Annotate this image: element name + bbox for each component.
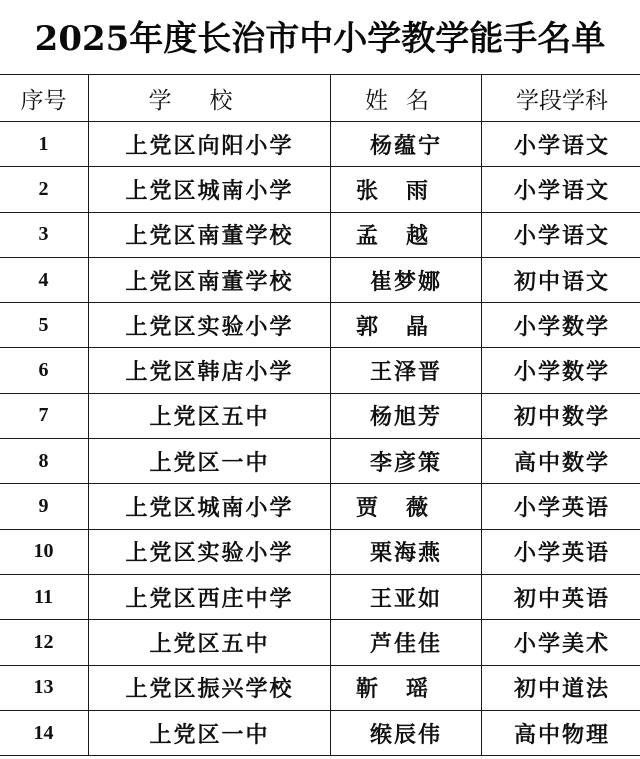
school-cell: 上党区实验小学 — [89, 303, 331, 348]
teacher-name-cell: 杨蕴宁 — [331, 122, 482, 167]
teacher-name-cell: 李彦策 — [331, 439, 482, 484]
row-number: 5 — [0, 303, 89, 348]
teacher-name-cell: 芦佳佳 — [331, 620, 482, 665]
subject-cell: 小学数学 — [482, 348, 640, 393]
school-cell: 上党区一中 — [89, 439, 331, 484]
table-row — [0, 710, 640, 755]
row-number: 2 — [0, 167, 89, 212]
table-row — [0, 574, 640, 619]
teacher-name-cell: 杨旭芳 — [331, 393, 482, 438]
table-row — [0, 348, 640, 393]
row-number: 10 — [0, 529, 89, 574]
row-number: 13 — [0, 665, 89, 710]
row-number: 1 — [0, 122, 89, 167]
teacher-roster-table — [0, 74, 640, 756]
subject-cell: 小学数学 — [482, 303, 640, 348]
row-number: 9 — [0, 484, 89, 529]
page-title: 2025年度长治市中小学教学能手名单 — [34, 19, 606, 59]
header-school: 学校 — [89, 75, 331, 122]
header-subject: 学段学科 — [482, 75, 640, 122]
table-row — [0, 665, 640, 710]
school-cell: 上党区五中 — [89, 620, 331, 665]
table-row — [0, 529, 640, 574]
subject-cell: 高中物理 — [482, 710, 640, 755]
teacher-name-cell: 崔梦娜 — [331, 257, 482, 302]
row-number: 8 — [0, 439, 89, 484]
school-cell: 上党区一中 — [89, 710, 331, 755]
header-row — [0, 75, 640, 122]
subject-cell: 小学语文 — [482, 167, 640, 212]
subject-cell: 初中英语 — [482, 574, 640, 619]
row-number: 6 — [0, 348, 89, 393]
teacher-name-cell: 栗海燕 — [331, 529, 482, 574]
teacher-name-cell: 王亚如 — [331, 574, 482, 619]
row-number: 14 — [0, 710, 89, 755]
subject-cell: 小学英语 — [482, 484, 640, 529]
header-name: 姓名 — [331, 75, 482, 122]
table-header — [0, 75, 640, 122]
row-number: 11 — [0, 574, 89, 619]
row-number: 7 — [0, 393, 89, 438]
subject-cell: 小学美术 — [482, 620, 640, 665]
teacher-name-cell: 张雨 — [331, 167, 482, 212]
table-row — [0, 393, 640, 438]
row-number: 12 — [0, 620, 89, 665]
subject-cell: 初中数学 — [482, 393, 640, 438]
teacher-name-cell: 孟越 — [331, 212, 482, 257]
teacher-name-cell: 郭晶 — [331, 303, 482, 348]
header-index: 序号 — [0, 75, 89, 122]
school-cell: 上党区实验小学 — [89, 529, 331, 574]
table-row — [0, 212, 640, 257]
subject-cell: 小学语文 — [482, 122, 640, 167]
subject-cell: 小学英语 — [482, 529, 640, 574]
school-cell: 上党区南董学校 — [89, 212, 331, 257]
school-cell: 上党区振兴学校 — [89, 665, 331, 710]
school-cell: 上党区向阳小学 — [89, 122, 331, 167]
table-row — [0, 167, 640, 212]
subject-cell: 高中数学 — [482, 439, 640, 484]
table-row — [0, 257, 640, 302]
teacher-name-cell: 王泽晋 — [331, 348, 482, 393]
school-cell: 上党区城南小学 — [89, 484, 331, 529]
table-row — [0, 439, 640, 484]
subject-cell: 初中语文 — [482, 257, 640, 302]
school-cell: 上党区韩店小学 — [89, 348, 331, 393]
table-row — [0, 303, 640, 348]
teacher-name-cell: 缑辰伟 — [331, 710, 482, 755]
table-body — [0, 122, 640, 756]
table-row — [0, 620, 640, 665]
school-cell: 上党区城南小学 — [89, 167, 331, 212]
school-cell: 上党区西庄中学 — [89, 574, 331, 619]
table-row — [0, 484, 640, 529]
subject-cell: 初中道法 — [482, 665, 640, 710]
table-row — [0, 122, 640, 167]
school-cell: 上党区五中 — [89, 393, 331, 438]
teacher-name-cell: 靳瑶 — [331, 665, 482, 710]
school-cell: 上党区南董学校 — [89, 257, 331, 302]
row-number: 3 — [0, 212, 89, 257]
teacher-name-cell: 贾薇 — [331, 484, 482, 529]
subject-cell: 小学语文 — [482, 212, 640, 257]
row-number: 4 — [0, 257, 89, 302]
